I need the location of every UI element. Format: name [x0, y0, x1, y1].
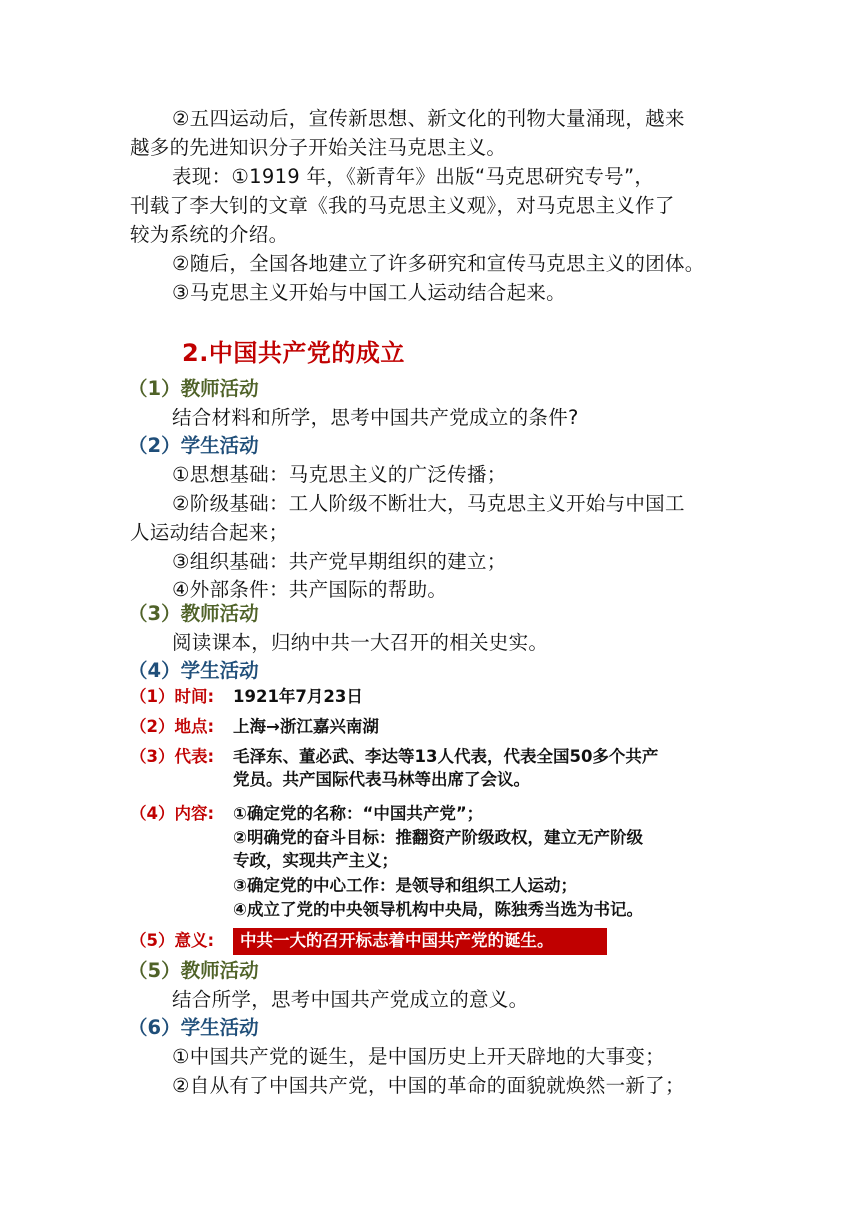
- heading-student-activity-4: （4）学生活动: [128, 659, 259, 682]
- fact-content-2-line2: 专政，实现共产主义；: [233, 851, 398, 870]
- condition-class-line1: ②阶级基础：工人阶级不断壮大，马克思主义开始与中国工: [172, 492, 685, 515]
- intro-p2-line3: 较为系统的介绍。: [130, 223, 289, 246]
- intro-p1-line1: ②五四运动后，宣传新思想、新文化的刊物大量涌现，越来: [172, 107, 685, 130]
- heading-teacher-activity-3: （3）教师活动: [128, 602, 259, 625]
- heading-teacher-activity-1: （1）教师活动: [128, 377, 259, 400]
- fact-meaning-label: （5）意义:: [130, 931, 215, 950]
- fact-rep-line1: 毛泽东、董必武、李达等13人代表，代表全国50多个共产: [233, 747, 659, 766]
- fact-content-4: ④成立了党的中央领导机构中央局，陈独秀当选为书记。: [233, 900, 643, 919]
- condition-ideology: ①思想基础：马克思主义的广泛传播；: [172, 463, 507, 486]
- significance-2: ②自从有了中国共产党，中国的革命的面貌就焕然一新了；: [172, 1074, 685, 1097]
- fact-content-3: ③确定党的中心工作：是领导和组织工人运动；: [233, 876, 577, 895]
- intro-p1-line2: 越多的先进知识分子开始关注马克思主义。: [130, 136, 507, 159]
- significance-1: ①中国共产党的诞生，是中国历史上开天辟地的大事变；: [172, 1045, 665, 1068]
- condition-external: ④外部条件：共产国际的帮助。: [172, 578, 448, 601]
- fact-content-1: ①确定党的名称：“中国共产党”；: [233, 804, 484, 823]
- heading-student-activity-6: （6）学生活动: [128, 1016, 259, 1039]
- fact-rep-label: （3）代表:: [130, 747, 215, 766]
- fact-content-label: （4）内容:: [130, 804, 215, 823]
- fact-place-value: 上海→浙江嘉兴南湖: [233, 717, 379, 736]
- fact-content-2-line1: ②明确党的奋斗目标：推翻资产阶级政权，建立无产阶级: [233, 828, 643, 847]
- condition-organization: ③组织基础：共产党早期组织的建立；: [172, 550, 507, 573]
- fact-time-label: （1）时间:: [130, 687, 215, 706]
- intro-p2-line1: 表现：①1919 年，《新青年》出版“马克思研究专号”，: [172, 165, 655, 188]
- fact-time-value: 1921年7月23日: [233, 687, 363, 706]
- intro-p3: ②随后，全国各地建立了许多研究和宣传马克思主义的团体。: [172, 252, 705, 275]
- section-title: 2.中国共产党的成立: [182, 339, 405, 367]
- heading-student-activity-2: （2）学生活动: [128, 434, 259, 457]
- fact-meaning-value: 中共一大的召开标志着中国共产党的诞生。: [240, 931, 554, 950]
- intro-p4: ③马克思主义开始与中国工人运动结合起来。: [172, 281, 566, 304]
- intro-p2-line2: 刊载了李大钊的文章《我的马克思主义观》，对马克思主义作了: [130, 194, 675, 217]
- teacher-activity-1-text: 结合材料和所学，思考中国共产党成立的条件?: [172, 406, 579, 429]
- fact-place-label: （2）地点:: [130, 717, 215, 736]
- condition-class-line2: 人运动结合起来；: [130, 521, 289, 544]
- teacher-activity-5-text: 结合所学，思考中国共产党成立的意义。: [172, 988, 529, 1011]
- fact-rep-line2: 党员。共产国际代表马林等出席了会议。: [233, 770, 530, 789]
- teacher-activity-3-text: 阅读课本，归纳中共一大召开的相关史实。: [172, 631, 549, 654]
- heading-teacher-activity-5: （5）教师活动: [128, 959, 259, 982]
